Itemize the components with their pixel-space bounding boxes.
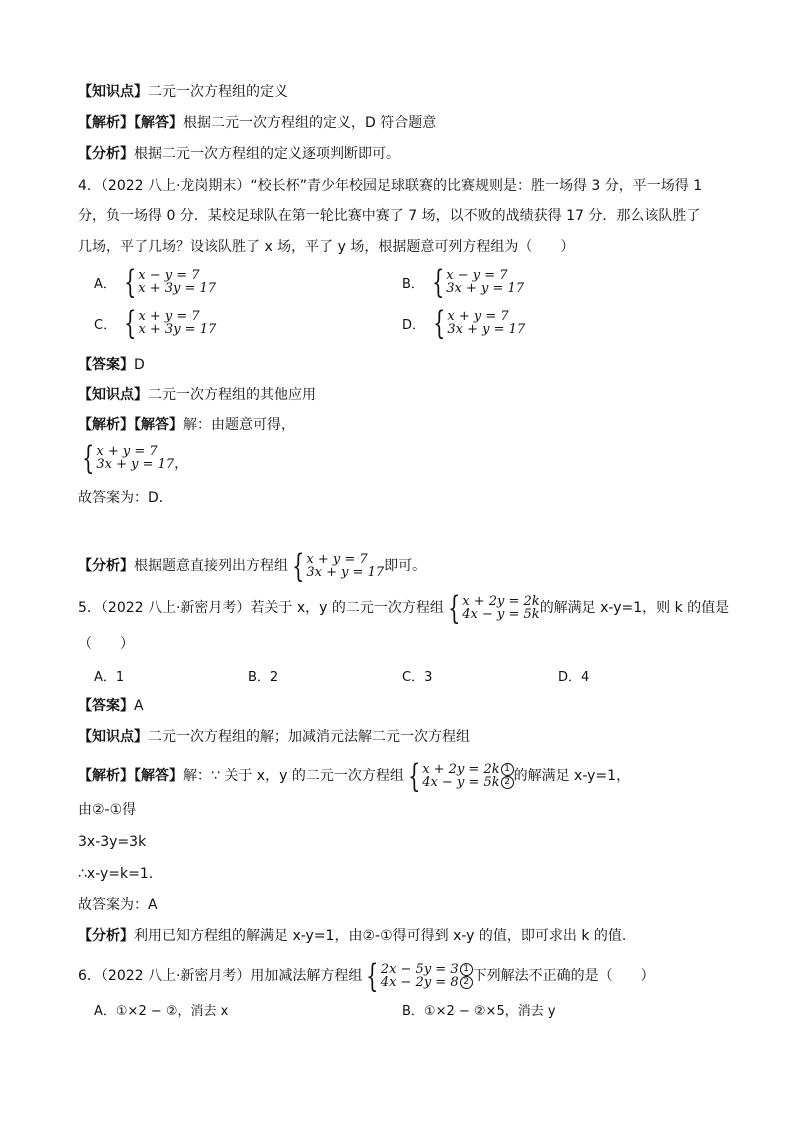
circled-two-icon: 2 [501,776,514,789]
q3-knowledge-point: 【知识点】二元一次方程组的定义 [78,84,288,100]
brace-icon: { [124,304,137,342]
q5-stem-line1: 5．（2022 八上·新密月考）若关于 x，y 的二元一次方程组 { x + 2y = 2k 4x − y = 5k 的解满足 x-y=1，则 k 的值是 [78,589,730,627]
q4-solution-system: { x + y = 7 3x + y = 17 ， [82,439,189,477]
q3-fenxi: 【分析】根据二元一次方程组的定义逐项判断即可。 [78,146,400,162]
q5-step3: ∴x-y=k=1. [78,866,154,882]
circled-one-icon: 1 [460,963,473,976]
q5-step2: 3x-3y=3k [78,834,147,850]
q5-conclusion: 故答案为：A [78,897,158,913]
q4-option-d[interactable]: D． { x + y = 7 3x + y = 17 [402,304,526,342]
q5-option-c[interactable]: C．3 [402,670,433,685]
q4-stem-line1: 4．（2022 八上·龙岗期末）“校长杯”青少年校园足球联赛的比赛规则是：胜一场得 3 分，平一场得 1 [78,178,703,194]
q4-knowledge-point: 【知识点】二元一次方程组的其他应用 [78,387,316,403]
q4-option-b[interactable]: B． { x − y = 7 3x + y = 17 [402,263,525,301]
q4-stem-line3: 几场，平了几场？设该队胜了 x 场，平了 y 场，根据题意可列方程组为（ ） [78,239,575,255]
q3-analysis: 【解析】【解答】根据二元一次方程组的定义，D 符合题意 [78,115,437,131]
q4-option-c[interactable]: C． { x + y = 7 x + 3y = 17 [94,304,217,342]
q4-option-a[interactable]: A． { x − y = 7 x + 3y = 17 [94,263,217,301]
q5-stem-line2: （ ） [78,636,134,652]
q4-stem-line2: 分，负一场得 0 分．某校足球队在第一轮比赛中赛了 7 场，以不败的战绩获得 17 分．那么该队胜了 [78,208,701,224]
brace-icon: { [292,547,305,585]
brace-icon: { [447,589,461,627]
q6-option-b[interactable]: B．①×2 − ②×5，消去 y [402,1004,556,1019]
q5-step1: 由②-①得 [78,802,137,818]
q6-option-a[interactable]: A．①×2 − ②，消去 x [94,1004,229,1019]
q5-option-b[interactable]: B．2 [248,670,279,685]
brace-icon: { [82,439,95,477]
q5-answer: 【答案】A [78,698,144,714]
q5-option-a[interactable]: A．1 [94,670,125,685]
brace-icon: { [123,263,137,301]
circled-two-icon: 2 [460,976,473,989]
q4-conclusion: 故答案为：D． [78,490,173,506]
q6-stem: 6．（2022 八上·新密月考）用加减法解方程组 { 2x − 5y = 3 1 4x − 2y = 8 2 下列解法不正确的是（ ） [78,957,655,995]
q4-answer: 【答案】D [78,357,145,373]
q5-fenxi: 【分析】利用已知方程组的解满足 x-y=1，由②-①得可得到 x-y 的值，即可求出 k 的值. [78,928,627,944]
q5-analysis: 【解析】【解答】 解：∵ 关于 x，y 的二元一次方程组 { x + 2y = 2k 1 4x − y = 5k 2 的解满足 x-y=1， [78,757,631,795]
q4-fenxi: 【分析】 根据题意直接列出方程组 { x + y = 7 3x + y = 17 即可。 [78,547,427,585]
brace-icon: { [431,263,445,301]
q4-analysis: 【解析】【解答】解：由题意可得， [78,417,295,433]
brace-icon: { [407,757,421,795]
brace-icon: { [366,957,379,995]
q5-knowledge-point: 【知识点】二元一次方程组的解；加减消元法解二元一次方程组 [78,729,470,745]
circled-one-icon: 1 [501,763,514,776]
brace-icon: { [433,304,446,342]
q5-option-d[interactable]: D．4 [558,670,590,685]
